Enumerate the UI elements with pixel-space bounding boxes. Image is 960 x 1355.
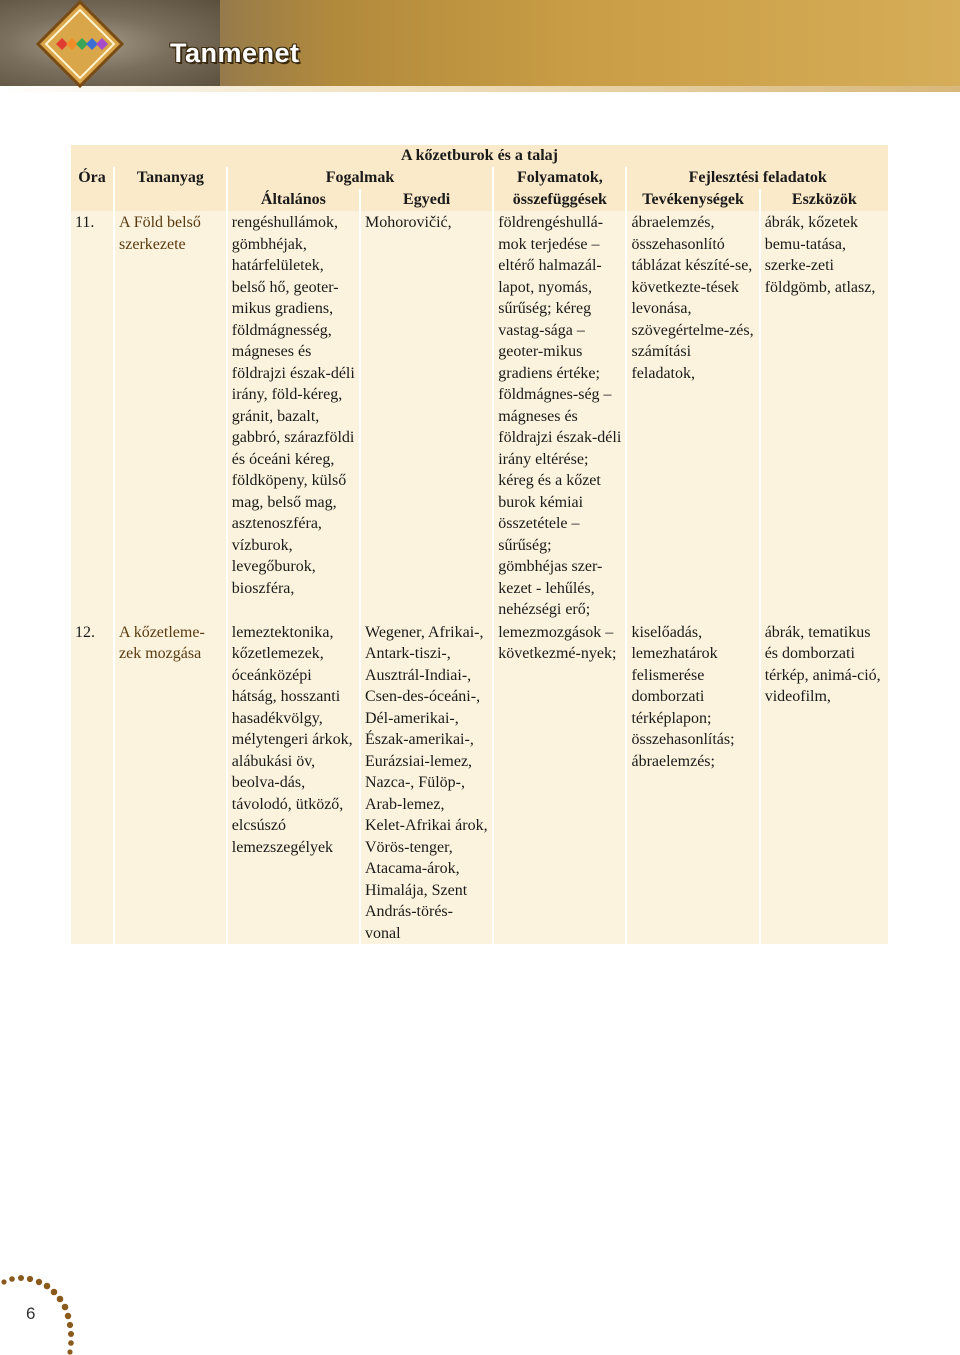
col-header-tevekenysegek: Tevékenységek [627, 189, 758, 211]
col-header-tananyag: Tananyag [115, 167, 226, 211]
cell-eszkozok: ábrák, kőzetek bemu-tatása, szerke-zeti földgömb, atlasz, [761, 211, 888, 621]
header-divider [0, 86, 960, 92]
cell-folyamatok: lemezmozgások – következmé-nyek; [494, 621, 625, 945]
cell-ora: 11. [71, 211, 113, 621]
cell-tananyag: A Föld belső szerkezete [115, 211, 226, 621]
col-header-ora: Óra [71, 167, 113, 211]
curriculum-table [69, 145, 890, 944]
cell-tevekenysegek: kiselőadás, lemezhatárok felismerése domborzati térképlapon; összehasonlítás; ábraelemzés; [627, 621, 758, 945]
cell-altalanos: rengéshullámok, gömbhéjak, határfelületek, belső hő, geoter-mikus gradiens, földmágnesség, mágneses és földrajzi észak-déli irány, föld-kéreg, gránit, bazalt, gabbró, szárazföldi és óceáni kéreg, földköpeny, külső mag, belső mag, asztenoszféra, vízburok, levegőburok, bioszféra, [228, 211, 359, 621]
cell-egyedi: Wegener, Afrikai-, Antark-tiszi-, Ausztrál-Indiai-, Csen-des-óceáni-, Dél-amerikai-, Észak-amerikai-, Eurázsiai-lemez, Nazca-, Fülöp-, Arab-lemez, Kelet-Afrikai árok, Vörös-tenger, Atacama-árok, Himalája, Szent András-törés-vonal [361, 621, 492, 945]
page-number: 6 [26, 1304, 36, 1323]
cell-egyedi: Mohorovičić, [361, 211, 492, 621]
cell-tananyag: A kőzetleme-zek mozgása [115, 621, 226, 945]
cell-folyamatok: földrengéshullá-mok terjedése – eltérő halmazál-lapot, nyomás, sűrűség; kéreg vastag-sága – geoter-mikus gradiens értéke; földmágnes-ség – mágneses és földrajzi észak-déli irány eltérése; kéreg és a kőzet burok kémiai összetétele – sűrűség; gömbhéjas szer-kezet - lehűlés, nehézségi erő; [494, 211, 625, 621]
dotted-arc-decoration-icon [0, 1270, 90, 1355]
col-header-eszkozok: Eszközök [761, 189, 888, 211]
table-row [71, 211, 888, 621]
col-header-fejlesztesi: Fejlesztési feladatok [627, 167, 888, 189]
cell-ora: 12. [71, 621, 113, 945]
col-header-altalanos: Általános [228, 189, 359, 211]
cell-eszkozok: ábrák, tematikus és domborzati térkép, animá-ció, videofilm, [761, 621, 888, 945]
col-header-fogalmak: Fogalmak [228, 167, 492, 189]
diamond-logo-icon [36, 0, 124, 88]
col-header-egyedi: Egyedi [361, 189, 492, 211]
cell-altalanos: lemeztektonika, kőzetlemezek, óceánközépi hátság, hosszanti hasadékvölgy, mélytengeri árkok, alábukási öv, beolva-dás, távolodó, ütköző, elcsúszó lemezszegélyek [228, 621, 359, 945]
cell-tevekenysegek: ábraelemzés, összehasonlító táblázat készíté-se, következte-tések levonása, szövegértelme-zés, számítási feladatok, [627, 211, 758, 621]
section-title: A kőzetburok és a talaj [71, 145, 888, 167]
col-header-folyamatok: Folyamatok, összefüggések [494, 167, 625, 211]
table-row [71, 621, 888, 945]
page-title: Tanmenet [170, 38, 300, 68]
